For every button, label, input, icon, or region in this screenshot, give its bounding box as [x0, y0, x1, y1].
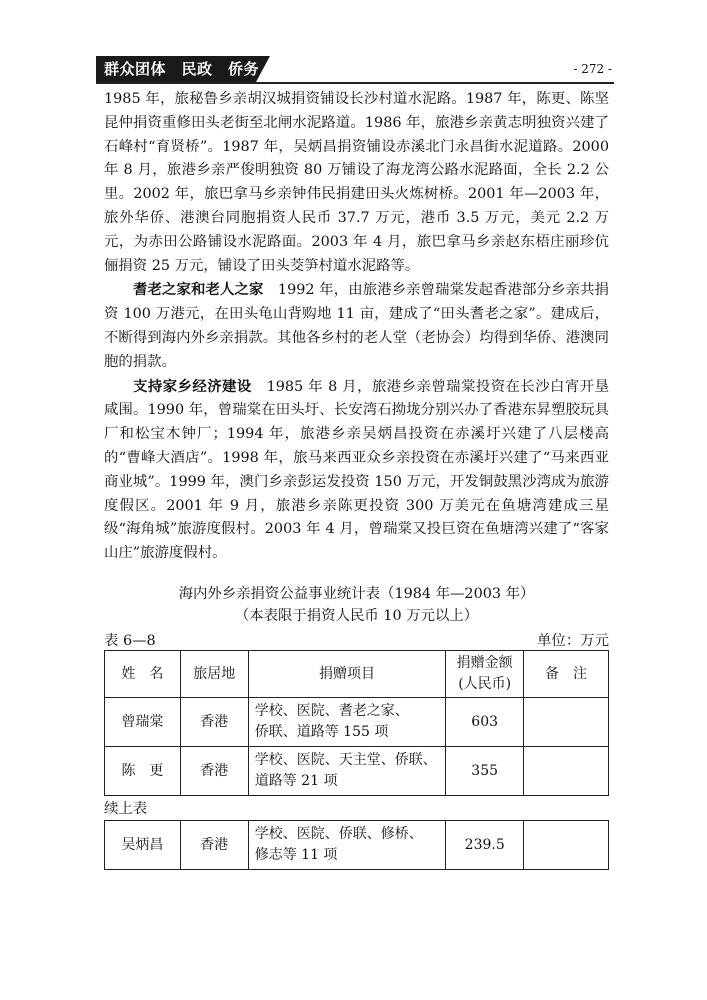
header-residence: 旅居地 — [180, 651, 248, 698]
body-text — [104, 88, 609, 566]
cell-amount: 355 — [446, 747, 524, 796]
page-number: - 272 - — [573, 62, 612, 76]
header-items: 捐赠项目 — [248, 651, 446, 698]
cell-residence: 香港 — [180, 747, 248, 796]
cell-name: 吴炳昌 — [105, 821, 181, 870]
cell-items-line1: 学校、医院、侨联、修桥、 — [254, 826, 423, 842]
table-row — [105, 747, 609, 796]
header-remark: 备 注 — [524, 651, 609, 698]
paragraph-text: 1985 年，旅秘鲁乡亲胡汉城捐资铺设长沙村道水泥路。1987 年，陈更、陈坚昆仲捐资重修田头老街至北闸水泥路道。1986 年，旅港乡亲黄志明独资兴建了石峰村“育贤桥”。1987 年，吴炳昌捐资铺设赤溪北门永昌街水泥道路。2000 年 8 月，旅港乡亲严俊明独资 80 万铺设了海龙湾公路水泥路面，全长 2.2 公里。2002 年，旅巴拿马乡亲钟伟民捐建田头火炼树桥。2001 年—2003 年，旅外华侨、港澳台同胞捐资人民币 37.7 万元，港币 3.5 万元，美元 2.2 万元，为赤田公路铺设水泥路面。2003 年 4 月，旅巴拿马乡亲赵东梧庄丽珍伉俪捐资 25 万元，铺设了田头茭笋村道水泥路等。 — [104, 91, 609, 274]
table-row — [105, 821, 609, 870]
paragraph-heading: 支持家乡经济建设 — [133, 377, 252, 395]
cell-name: 曾瑞棠 — [105, 698, 181, 747]
paragraph-heading: 耆老之家和老人之家 — [133, 281, 264, 299]
cell-amount: 603 — [446, 698, 524, 747]
header-amount-line2: (人民币) — [458, 676, 512, 692]
cell-items-line2: 侨联、道路等 155 项 — [254, 724, 389, 740]
table-row — [105, 698, 609, 747]
paragraph-roads — [104, 88, 609, 278]
section-title: 群众团体 民政 侨务 — [104, 60, 260, 78]
cell-items — [248, 698, 446, 747]
header-name: 姓 名 — [105, 651, 181, 698]
cell-residence: 香港 — [180, 698, 248, 747]
cell-items — [248, 821, 446, 870]
donation-table-continued — [104, 820, 609, 870]
continued-label: 续上表 — [104, 801, 148, 817]
cell-amount: 239.5 — [446, 821, 524, 870]
table-header-row — [105, 651, 609, 698]
cell-items-line1: 学校、医院、天主堂、侨联、 — [254, 752, 437, 768]
cell-remark — [524, 698, 609, 747]
cell-items-line1: 学校、医院、耆老之家、 — [254, 703, 409, 719]
header-amount-line1: 捐赠金额 — [456, 655, 513, 671]
table-title: 海内外乡亲捐资公益事业统计表（1984 年—2003 年） — [178, 586, 535, 602]
cell-remark — [524, 821, 609, 870]
header-amount — [446, 651, 524, 698]
cell-residence: 香港 — [180, 821, 248, 870]
table-number: 表 6—8 — [104, 633, 156, 649]
table-subtitle: （本表限于捐资人民币 10 万元以上） — [234, 608, 479, 624]
paragraph-elders-home — [104, 278, 609, 374]
cell-items-line2: 道路等 21 项 — [254, 773, 338, 789]
paragraph-economic — [104, 375, 609, 566]
paragraph-text: 1985 年 8 月，旅港乡亲曾瑞棠投资在长沙白宵开垦咸围。1990 年，曾瑞棠在田头圩、长安湾石拗垅分别兴办了香港东昇塑胶玩具厂和松宝木钟厂；1994 年，旅港乡亲吴炳昌投资在赤溪圩兴建了八层楼高的“曹峰大酒店”。1998 年，旅马来西亚众乡亲投资在赤溪圩兴建了“马来西亚商业城”。1999 年，澳门乡亲彭运发投资 150 万元，开发铜鼓黑沙湾成为旅游度假区。2001 年 9 月，旅港乡亲陈更投资 300 万美元在鱼塘湾建成三星级“海角城”旅游度假村。2003 年 4 月，曾瑞棠又投巨资在鱼塘湾兴建了“客家山庄”旅游度假村。 — [104, 378, 609, 562]
donation-table — [104, 650, 609, 796]
table-meta — [104, 629, 609, 650]
table-unit: 单位：万元 — [537, 633, 609, 649]
paragraph-text: 1992 年，由旅港乡亲曾瑞棠发起香港部分乡亲共捐资 100 万港元，在田头龟山背购地 11 亩，建成了“田头耆老之家”。建成后，不断得到海内外乡亲捐款。其他各乡村的老人堂（老协会）均得到华侨、港澳同胞的捐款。 — [104, 282, 609, 370]
cell-name: 陈 更 — [105, 747, 181, 796]
cell-remark — [524, 747, 609, 796]
cell-items-line2: 修志等 11 项 — [254, 847, 338, 863]
header-rule — [96, 82, 614, 84]
cell-items — [248, 747, 446, 796]
